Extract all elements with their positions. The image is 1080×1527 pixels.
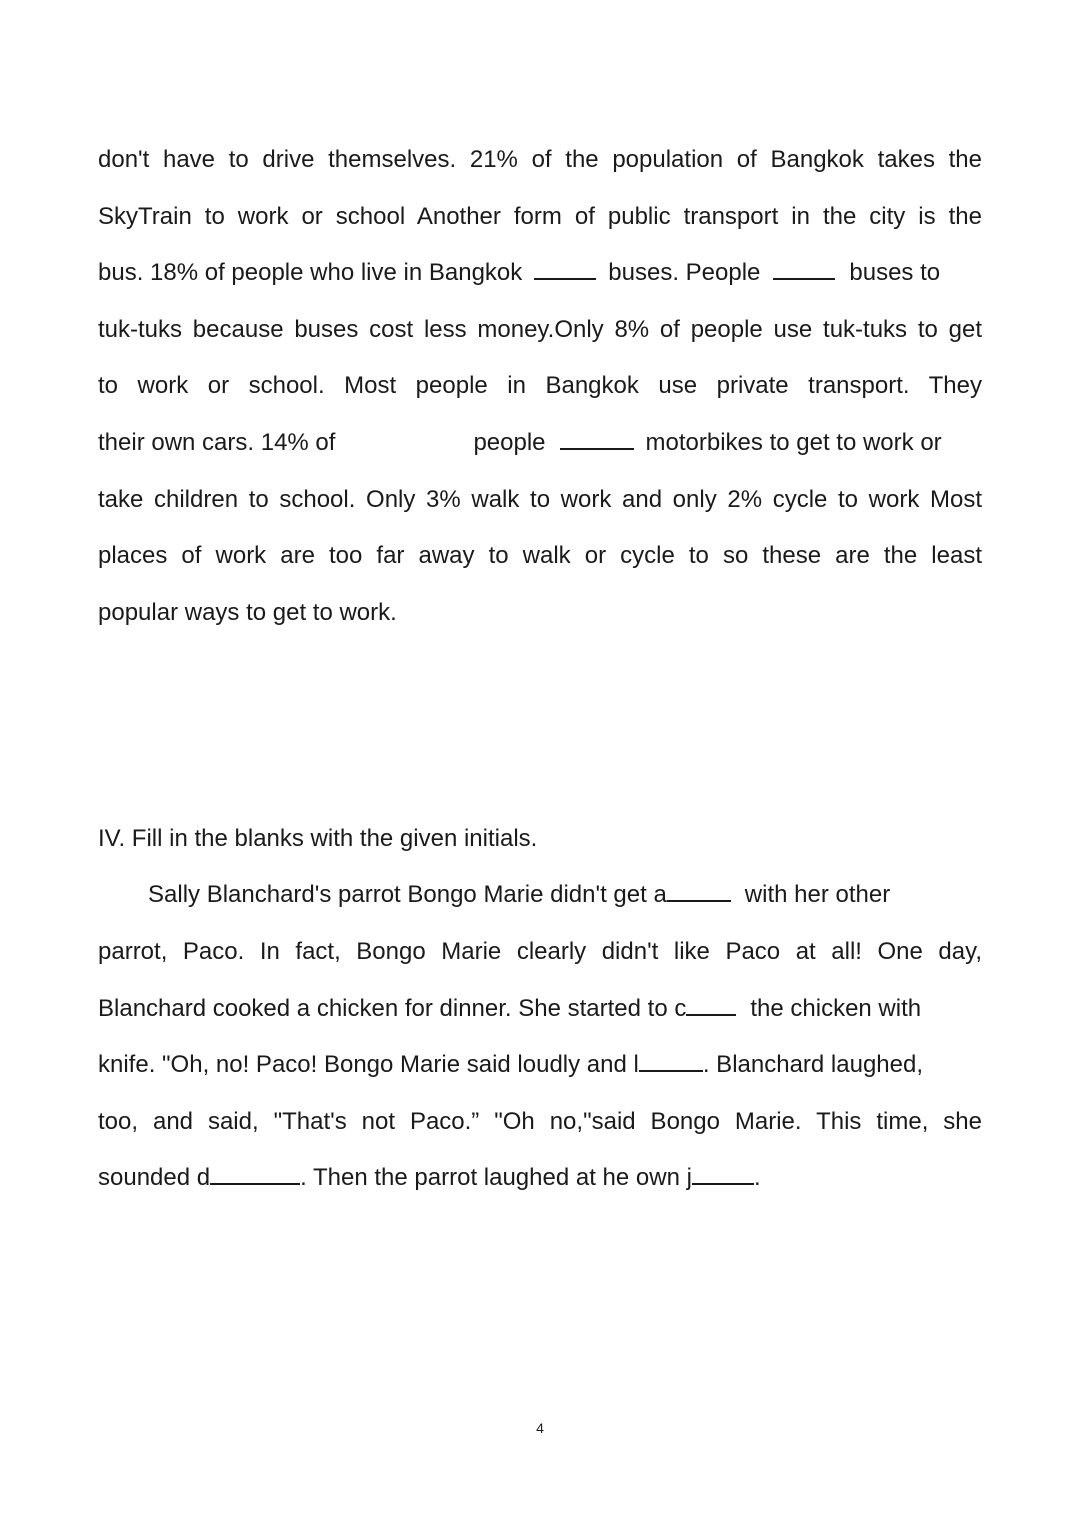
passage-line-2: SkyTrain to work or school Another form of public transport in the city is the	[98, 203, 982, 230]
section4-line-6-text-b: . Then the parrot laughed at he own j	[300, 1164, 692, 1191]
section4-line-4-text-b: . Blanchard laughed,	[702, 1051, 924, 1078]
section4-line-4	[98, 1050, 982, 1080]
section4-line-3	[98, 994, 982, 1024]
passage-line-3	[98, 258, 982, 288]
passage-line-5: to work or school. Most people in Bangkok use private transport. They	[98, 372, 982, 399]
section4-line-2: parrot, Paco. In fact, Bongo Marie clearly didn't like Paco at all! One day,	[98, 938, 982, 965]
passage-line-6-text-a: their own cars. 14% of	[98, 429, 336, 456]
passage-line-4: tuk-tuks because buses cost less money.Only 8% of people use tuk-tuks to get	[98, 316, 982, 343]
passage-line-3-text-b: buses. People	[608, 259, 761, 286]
passage-line-6	[98, 428, 982, 458]
section4-line-1-text-b: with her other	[744, 881, 891, 908]
answer-blank-5[interactable]	[686, 996, 736, 1016]
section4-line-4-text-a: knife. "Oh, no! Paco! Bongo Marie said loudly and l	[98, 1051, 639, 1078]
section4-line-6	[98, 1163, 982, 1193]
passage-line-3-text-c: buses to	[849, 259, 941, 286]
passage-line-6-text-b: people	[473, 429, 546, 456]
answer-blank-6[interactable]	[639, 1052, 703, 1072]
passage-line-3-text-a: bus. 18% of people who live in Bangkok	[98, 259, 523, 286]
answer-blank-7[interactable]	[210, 1165, 300, 1185]
section4-line-1	[148, 880, 982, 910]
passage-line-6-text-c: motorbikes to get to work or	[645, 429, 942, 456]
section-heading: IV. Fill in the blanks with the given initials.	[98, 825, 538, 852]
passage-line-1: don't have to drive themselves. 21% of the population of Bangkok takes the	[98, 146, 982, 173]
section4-line-3-text-a: Blanchard cooked a chicken for dinner. She started to c	[98, 995, 687, 1022]
passage-line-8: places of work are too far away to walk or cycle to so these are the least	[98, 542, 982, 569]
passage-line-7: take children to school. Only 3% walk to work and only 2% cycle to work Most	[98, 486, 982, 513]
section4-line-6-text-c: .	[753, 1164, 761, 1191]
section4-line-6-text-a: sounded d	[98, 1164, 211, 1191]
page-number: 4	[536, 1420, 544, 1436]
section4-line-1-text-a: Sally Blanchard's parrot Bongo Marie didn't get a	[148, 881, 667, 908]
section4-line-5: too, and said, "That's not Paco.” "Oh no,"said Bongo Marie. This time, she	[98, 1108, 982, 1135]
section4-line-3-text-b: the chicken with	[750, 995, 922, 1022]
passage-line-9: popular ways to get to work.	[98, 599, 397, 626]
answer-blank-4[interactable]	[667, 882, 731, 902]
answer-blank-8[interactable]	[692, 1165, 754, 1185]
answer-blank-1[interactable]	[534, 260, 596, 280]
answer-blank-3[interactable]	[560, 430, 634, 450]
answer-blank-2[interactable]	[773, 260, 835, 280]
